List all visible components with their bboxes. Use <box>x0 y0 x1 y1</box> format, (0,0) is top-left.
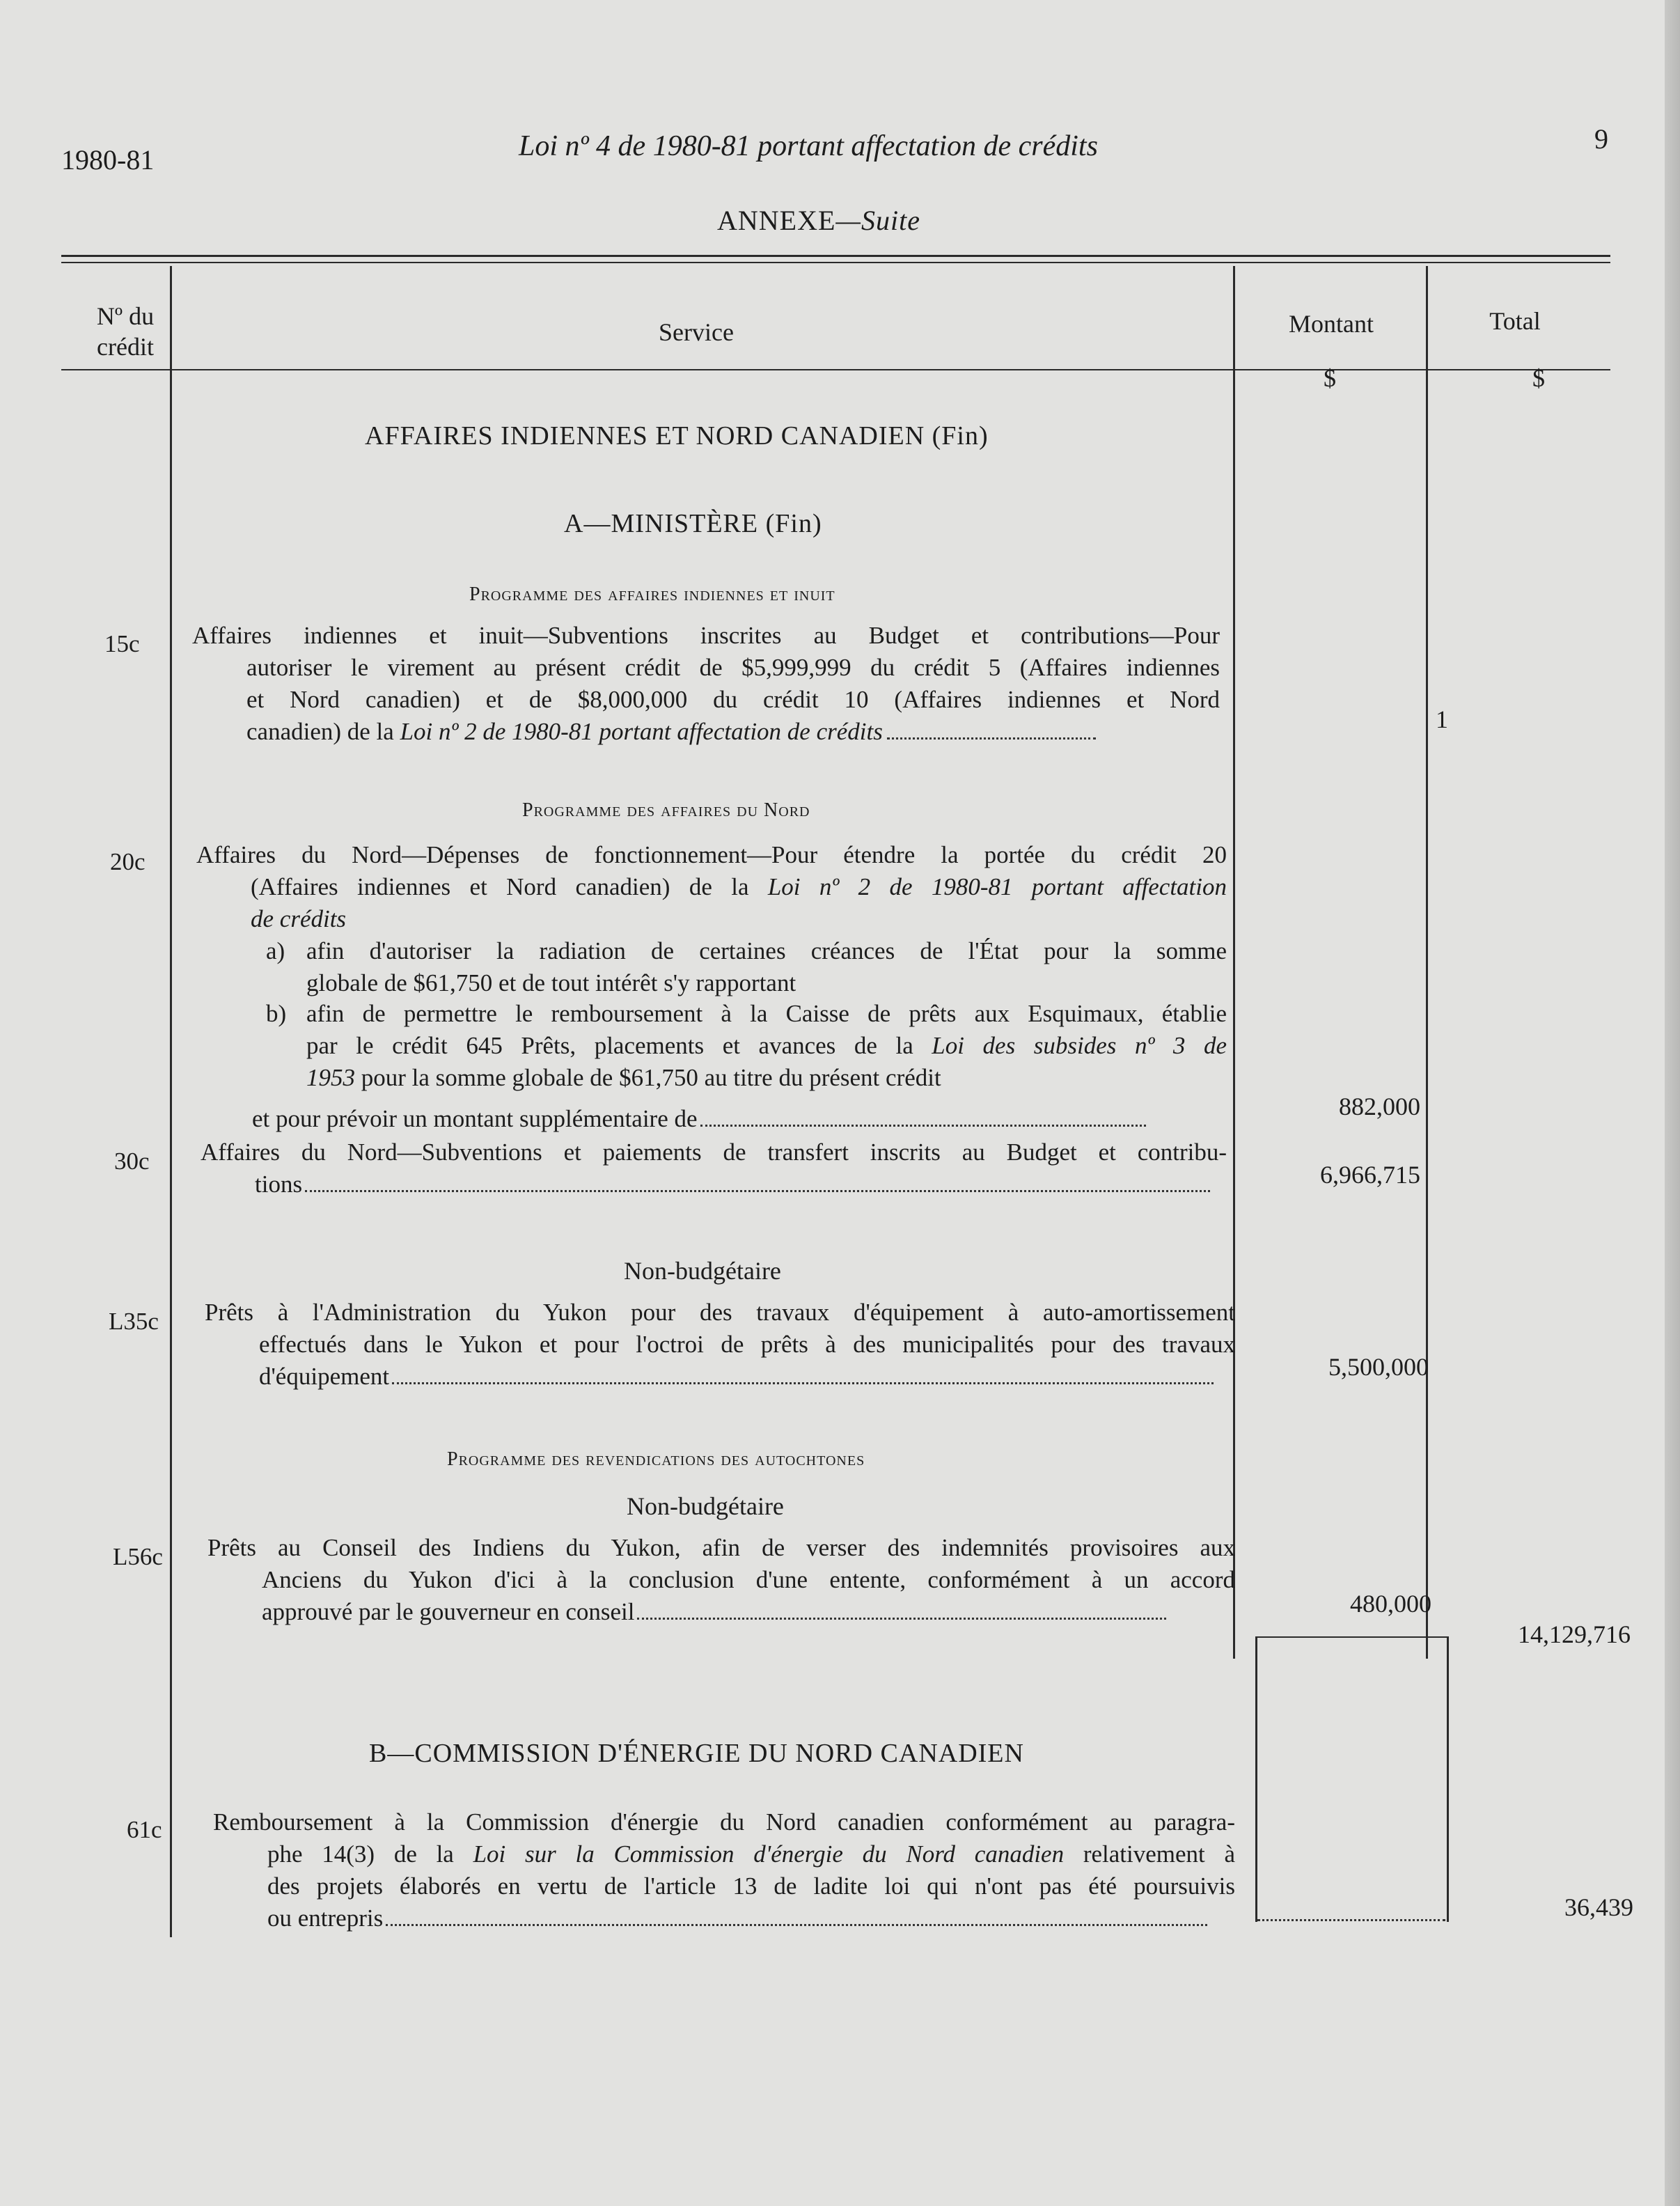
vote-20c-line-2 <box>196 871 1227 903</box>
vote-number: L56c <box>113 1543 163 1570</box>
vote-30c-line-2 <box>201 1168 1227 1200</box>
sub-item-b-line-3-text: pour la somme globale de $61,750 au titre du présent crédit <box>355 1064 941 1091</box>
sub-item-b-line-1: afin de permettre le remboursement à la Caisse de prêts aux Esquimaux, établie <box>306 1000 1227 1027</box>
vote-L56c-line-3 <box>207 1596 1235 1628</box>
vote-61c-line-3: des projets élaborés en vertu de l'article 13 de ladite loi qui n'ont pas été poursuivis <box>267 1872 1235 1900</box>
vote-15c-text <box>192 620 1220 748</box>
vote-L35c-line-3-text: d'équipement <box>259 1363 390 1390</box>
vote-61c-total: 36,439 <box>1564 1893 1633 1921</box>
vote-20c-text <box>196 839 1227 935</box>
subtotal-rule <box>1255 1636 1447 1638</box>
vote-30c-text <box>201 1136 1227 1200</box>
vote-number: 15c <box>104 630 140 657</box>
page-number: 9 <box>1594 123 1608 155</box>
annex-suffix: —Suite <box>835 205 920 236</box>
vote-L56c-line-2: Anciens du Yukon d'ici à la conclusion d'une entente, conformément à un accord <box>262 1566 1235 1593</box>
amount-unit: $ <box>1324 364 1336 392</box>
vote-30c-line-2-text: tions <box>255 1171 303 1198</box>
vote-number: 61c <box>127 1816 162 1843</box>
vote-20c-line-3 <box>196 903 1227 935</box>
vote-61c-line-4-text: ou entrepris <box>267 1904 384 1932</box>
vote-L35c-line-1: Prêts à l'Administration du Yukon pour des travaux d'équipement à auto-amortissement <box>205 1299 1235 1326</box>
program-heading-native-claims: Programme des revendications des autochtones <box>447 1448 865 1470</box>
vote-number: 30c <box>114 1148 150 1175</box>
col-vote-no-line1: Nº du <box>96 302 155 330</box>
vote-20c-line-4: et pour prévoir un montant supplémentaire de <box>252 1105 698 1132</box>
sub-item-b-line-2 <box>306 1030 1227 1062</box>
vote-61c-line-4 <box>213 1902 1235 1934</box>
commission-heading: B—COMMISSION D'ÉNERGIE DU NORD CANADIEN <box>369 1739 1024 1768</box>
program-heading-northern-affairs: Programme des affaires du Nord <box>522 799 810 821</box>
col-total: Total <box>1489 307 1541 335</box>
vote-L56c-line-3-text: approuvé par le gouverneur en conseil <box>262 1598 635 1625</box>
col-vote-no-line2: crédit <box>97 333 154 361</box>
act-title-cont: de crédits <box>251 905 347 932</box>
leader-dots <box>305 1189 1210 1192</box>
non-budgetary-heading: Non-budgétaire <box>627 1492 784 1520</box>
vote-15c-line-3: et Nord canadien) et de $8,000,000 du crédit 10 (Affaires indiennes et Nord <box>246 686 1220 713</box>
col-service: Service <box>659 318 734 346</box>
leader-dots <box>700 1124 1146 1127</box>
leader-dots <box>637 1617 1166 1620</box>
sub-item-a <box>266 935 1227 999</box>
page-edge <box>1665 0 1680 2206</box>
vote-L56c-line-1: Prêts au Conseil des Indiens du Yukon, afin de verser des indemnités provisoires aux <box>207 1534 1235 1561</box>
act-title: Loi nº 2 de 1980-81 portant affectation <box>767 873 1227 900</box>
col-rule-2 <box>1233 266 1235 1659</box>
leader-dots <box>392 1382 1214 1384</box>
vote-61c-line-1: Remboursement à la Commission d'énergie du Nord canadien conformément au paragra- <box>213 1808 1235 1836</box>
col-amount: Montant <box>1289 310 1374 338</box>
act-title: Loi nº 2 de 1980-81 portant affectation de crédits <box>400 718 883 745</box>
sub-item-a-line-1: afin d'autoriser la radiation de certaines créances de l'État pour la somme <box>306 937 1227 964</box>
vote-15c-line-2: autoriser le virement au présent crédit de $5,999,999 du crédit 5 (Affaires indiennes <box>246 654 1220 681</box>
non-budgetary-heading: Non-budgétaire <box>624 1257 781 1285</box>
sub-item-a-line-2: globale de $61,750 et de tout intérêt s'y rapportant <box>306 969 796 996</box>
vote-61c-line-2 <box>213 1838 1235 1870</box>
vote-20c-line-1: Affaires du Nord—Dépenses de fonctionnement—Pour étendre la portée du crédit 20 <box>196 841 1227 868</box>
vote-L35c-text <box>205 1297 1235 1393</box>
vote-15c-amount: 1 <box>1436 705 1448 733</box>
act-title: Loi des subsides nº 3 de <box>932 1032 1227 1059</box>
sub-item-b-line-3 <box>306 1062 1227 1094</box>
vote-61c-line-2-text: phe 14(3) de la <box>267 1840 473 1868</box>
vote-15c-line-1: Affaires indiennes et inuit—Subventions inscrites au Budget et contributions—Pour <box>192 622 1220 649</box>
table-top-rule-2 <box>61 262 1610 263</box>
act-year: 1953 <box>306 1064 355 1091</box>
annex-label: ANNEXE <box>717 205 836 236</box>
total-unit: $ <box>1532 364 1545 392</box>
sub-item-b <box>266 998 1227 1094</box>
vote-number: L35c <box>109 1308 159 1335</box>
vote-L35c-line-2: effectués dans le Yukon et pour l'octroi de prêts à des municipalités pour des travaux <box>259 1331 1235 1358</box>
vote-15c-line-4-text: canadien) de la <box>246 718 400 745</box>
vote-L35c-line-3 <box>205 1361 1235 1393</box>
vote-20c-line-2-text: (Affaires indiennes et Nord canadien) de la <box>251 873 768 900</box>
header-year: 1980-81 <box>61 144 155 175</box>
vote-L56c-amount: 480,000 <box>1350 1590 1431 1618</box>
sub-item-body <box>306 998 1227 1094</box>
ministry-heading: AFFAIRES INDIENNES ET NORD CANADIEN (Fin) <box>365 421 989 451</box>
program-heading-indian-inuit: Programme des affaires indiennes et inuit <box>469 584 835 605</box>
col-vote-no <box>77 301 174 362</box>
col-rule-1 <box>170 266 172 1937</box>
program-total: 14,129,716 <box>1518 1620 1631 1648</box>
sub-item-b-line-2-text: par le crédit 645 Prêts, placements et avances de la <box>306 1032 932 1059</box>
vote-15c-line-4 <box>192 716 1220 748</box>
sub-item-label: b) <box>266 1000 287 1027</box>
vote-30c-line-1: Affaires du Nord—Subventions et paiements de transfert inscrits au Budget et contribu- <box>201 1139 1227 1166</box>
vote-61c-line-2-end: relativement à <box>1064 1840 1236 1868</box>
vote-61c-text <box>213 1806 1235 1934</box>
sub-item-label: a) <box>266 937 285 964</box>
department-heading: A—MINISTÈRE (Fin) <box>564 509 822 538</box>
header-title: Loi nº 4 de 1980-81 portant affectation de crédits <box>519 130 1098 162</box>
col-rule-3b <box>1447 1636 1449 1922</box>
vote-L56c-text <box>207 1532 1235 1628</box>
col-rule-3 <box>1426 266 1428 1659</box>
header-bottom-rule <box>61 369 1610 370</box>
vote-20c-amount: 882,000 <box>1339 1093 1420 1120</box>
vote-L35c-amount: 5,500,000 <box>1328 1353 1429 1381</box>
col-rule-2b <box>1255 1636 1257 1922</box>
annex-heading <box>717 204 920 237</box>
table-top-rule <box>61 255 1610 257</box>
sub-item-body <box>306 935 1227 999</box>
vote-30c-amount: 6,966,715 <box>1320 1161 1420 1189</box>
vote-number: 20c <box>110 848 146 875</box>
leader-dots <box>887 737 1096 740</box>
act-title: Loi sur la Commission d'énergie du Nord canadien <box>473 1840 1065 1868</box>
vote-20c-final-line <box>252 1103 1227 1135</box>
leader-dots <box>386 1923 1207 1926</box>
bottom-dotted-rule <box>1257 1919 1445 1921</box>
